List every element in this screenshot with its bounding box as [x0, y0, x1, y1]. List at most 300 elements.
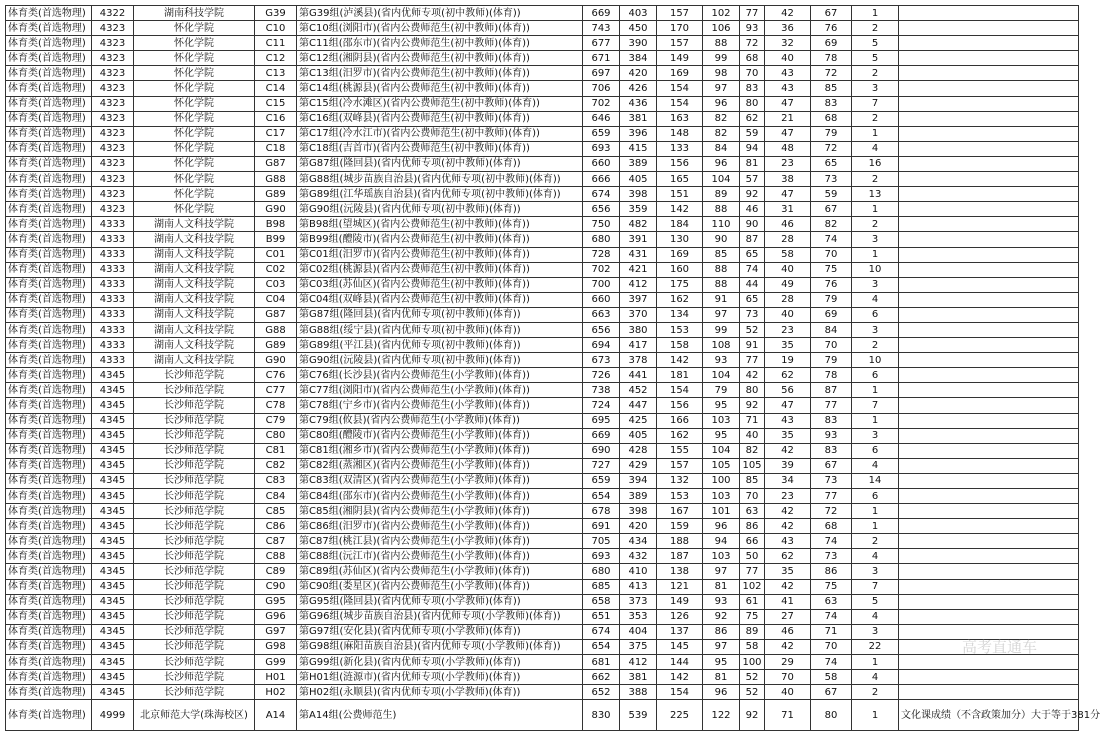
cell-code: 4345 [92, 458, 134, 473]
cell-score-b: 162 [657, 292, 703, 307]
cell-school-name: 长沙师范学院 [134, 685, 255, 700]
cell-score-a: 397 [620, 292, 657, 307]
cell-score-a: 381 [620, 670, 657, 685]
table-row [6, 368, 1079, 383]
cell-score-f: 78 [811, 51, 852, 66]
cell-score-d: 80 [740, 383, 765, 398]
cell-school-name: 怀化学院 [134, 172, 255, 187]
cell-score-total: 705 [583, 534, 620, 549]
cell-score-c: 88 [703, 277, 740, 292]
cell-score-e: 62 [765, 549, 811, 564]
cell-score-d: 90 [740, 217, 765, 232]
cell-score-a: 417 [620, 338, 657, 353]
cell-score-e: 31 [765, 202, 811, 217]
cell-score-c: 79 [703, 383, 740, 398]
table-row [6, 489, 1079, 504]
cell-score-total: 743 [583, 21, 620, 36]
cell-category: 体育类(首选物理) [6, 96, 92, 111]
cell-category: 体育类(首选物理) [6, 534, 92, 549]
cell-score-d: 66 [740, 534, 765, 549]
cell-group-code: A14 [255, 700, 297, 731]
cell-note [899, 21, 1079, 36]
cell-group-code: C82 [255, 458, 297, 473]
cell-score-b: 148 [657, 126, 703, 141]
cell-score-e: 43 [765, 534, 811, 549]
cell-score-total: 700 [583, 277, 620, 292]
cell-score-total: 727 [583, 458, 620, 473]
cell-group-code: C80 [255, 428, 297, 443]
cell-score-b: 145 [657, 639, 703, 654]
cell-plan-count: 10 [852, 262, 899, 277]
table-row [6, 564, 1079, 579]
cell-group-code: C11 [255, 36, 297, 51]
cell-note [899, 6, 1079, 21]
cell-note [899, 519, 1079, 534]
cell-score-total: 702 [583, 262, 620, 277]
cell-plan-count: 3 [852, 624, 899, 639]
cell-score-e: 62 [765, 368, 811, 383]
table-row [6, 624, 1079, 639]
cell-plan-count: 22 [852, 639, 899, 654]
cell-plan-count: 2 [852, 111, 899, 126]
cell-score-a: 388 [620, 685, 657, 700]
cell-score-a: 373 [620, 594, 657, 609]
cell-score-a: 412 [620, 655, 657, 670]
cell-score-e: 35 [765, 564, 811, 579]
cell-note [899, 534, 1079, 549]
cell-score-d: 73 [740, 307, 765, 322]
cell-score-f: 77 [811, 489, 852, 504]
cell-score-total: 738 [583, 383, 620, 398]
cell-code: 4323 [92, 96, 134, 111]
cell-score-b: 166 [657, 413, 703, 428]
cell-group-name: 第H02组(永顺县)(省内优师专项(小学教师)(体育)) [297, 685, 583, 700]
cell-score-b: 133 [657, 141, 703, 156]
cell-score-c: 85 [703, 247, 740, 262]
cell-score-f: 76 [811, 277, 852, 292]
cell-code: 4345 [92, 443, 134, 458]
cell-category: 体育类(首选物理) [6, 655, 92, 670]
cell-score-f: 83 [811, 443, 852, 458]
cell-category: 体育类(首选物理) [6, 564, 92, 579]
cell-score-f: 83 [811, 96, 852, 111]
cell-category: 体育类(首选物理) [6, 504, 92, 519]
cell-group-code: C01 [255, 247, 297, 262]
cell-score-b: 156 [657, 398, 703, 413]
cell-code: 4345 [92, 368, 134, 383]
cell-score-e: 43 [765, 413, 811, 428]
cell-note [899, 338, 1079, 353]
cell-note [899, 232, 1079, 247]
cell-school-name: 长沙师范学院 [134, 594, 255, 609]
cell-score-e: 29 [765, 655, 811, 670]
cell-code: 4323 [92, 187, 134, 202]
cell-score-b: 225 [657, 700, 703, 731]
cell-score-b: 142 [657, 353, 703, 368]
cell-score-b: 134 [657, 307, 703, 322]
cell-score-total: 677 [583, 36, 620, 51]
cell-score-total: 654 [583, 639, 620, 654]
cell-score-b: 162 [657, 428, 703, 443]
table-row [6, 700, 1079, 731]
cell-score-e: 56 [765, 383, 811, 398]
table-row [6, 247, 1079, 262]
cell-score-c: 88 [703, 262, 740, 277]
cell-score-f: 75 [811, 262, 852, 277]
cell-group-code: C76 [255, 368, 297, 383]
cell-score-d: 86 [740, 519, 765, 534]
cell-plan-count: 6 [852, 368, 899, 383]
table-row [6, 262, 1079, 277]
cell-score-a: 404 [620, 624, 657, 639]
cell-school-name: 长沙师范学院 [134, 670, 255, 685]
cell-group-name: 第C10组(浏阳市)(省内公费师范生(初中教师)(体育)) [297, 21, 583, 36]
cell-score-d: 82 [740, 443, 765, 458]
cell-group-name: 第C84组(邵东市)(省内公费师范生(小学教师)(体育)) [297, 489, 583, 504]
cell-score-total: 654 [583, 489, 620, 504]
cell-score-f: 67 [811, 6, 852, 21]
cell-code: 4345 [92, 489, 134, 504]
cell-code: 4345 [92, 398, 134, 413]
cell-score-f: 68 [811, 519, 852, 534]
cell-plan-count: 5 [852, 51, 899, 66]
cell-score-a: 390 [620, 36, 657, 51]
cell-code: 4345 [92, 504, 134, 519]
cell-score-b: 138 [657, 564, 703, 579]
cell-score-e: 40 [765, 307, 811, 322]
table-row [6, 141, 1079, 156]
table-row [6, 66, 1079, 81]
cell-category: 体育类(首选物理) [6, 36, 92, 51]
cell-score-c: 84 [703, 141, 740, 156]
cell-plan-count: 1 [852, 519, 899, 534]
table-row [6, 6, 1079, 21]
cell-score-c: 82 [703, 111, 740, 126]
cell-score-total: 830 [583, 700, 620, 731]
cell-score-e: 40 [765, 262, 811, 277]
cell-group-name: 第C77组(浏阳市)(省内公费师范生(小学教师)(体育)) [297, 383, 583, 398]
cell-category: 体育类(首选物理) [6, 202, 92, 217]
cell-score-c: 96 [703, 519, 740, 534]
cell-score-total: 690 [583, 443, 620, 458]
cell-school-name: 湖南人文科技学院 [134, 338, 255, 353]
cell-school-name: 怀化学院 [134, 126, 255, 141]
cell-score-e: 70 [765, 670, 811, 685]
cell-note [899, 639, 1079, 654]
cell-score-e: 47 [765, 398, 811, 413]
cell-plan-count: 2 [852, 685, 899, 700]
cell-score-f: 80 [811, 700, 852, 731]
cell-score-total: 750 [583, 217, 620, 232]
cell-score-total: 659 [583, 473, 620, 488]
cell-score-e: 40 [765, 685, 811, 700]
cell-school-name: 长沙师范学院 [134, 655, 255, 670]
cell-score-d: 58 [740, 639, 765, 654]
cell-score-total: 666 [583, 172, 620, 187]
cell-score-a: 391 [620, 232, 657, 247]
cell-score-total: 693 [583, 141, 620, 156]
cell-code: 4333 [92, 262, 134, 277]
cell-plan-count: 1 [852, 6, 899, 21]
cell-score-a: 370 [620, 307, 657, 322]
cell-plan-count: 4 [852, 292, 899, 307]
cell-score-b: 130 [657, 232, 703, 247]
cell-group-code: G97 [255, 624, 297, 639]
cell-school-name: 长沙师范学院 [134, 383, 255, 398]
cell-score-total: 663 [583, 307, 620, 322]
cell-note [899, 126, 1079, 141]
cell-school-name: 长沙师范学院 [134, 443, 255, 458]
cell-plan-count: 16 [852, 156, 899, 171]
table-row [6, 156, 1079, 171]
cell-group-code: G87 [255, 307, 297, 322]
cell-score-a: 431 [620, 247, 657, 262]
cell-category: 体育类(首选物理) [6, 413, 92, 428]
cell-school-name: 湖南科技学院 [134, 6, 255, 21]
cell-score-a: 412 [620, 277, 657, 292]
table-row [6, 473, 1079, 488]
cell-score-b: 157 [657, 6, 703, 21]
cell-code: 4345 [92, 670, 134, 685]
cell-note [899, 36, 1079, 51]
cell-category: 体育类(首选物理) [6, 700, 92, 731]
cell-score-b: 158 [657, 338, 703, 353]
cell-score-e: 40 [765, 51, 811, 66]
cell-score-e: 42 [765, 639, 811, 654]
cell-group-code: G90 [255, 353, 297, 368]
cell-group-name: 第G87组(隆回县)(省内优师专项(初中教师)(体育)) [297, 307, 583, 322]
cell-score-a: 398 [620, 187, 657, 202]
cell-score-a: 405 [620, 428, 657, 443]
cell-score-f: 77 [811, 398, 852, 413]
table-row [6, 534, 1079, 549]
cell-plan-count: 3 [852, 564, 899, 579]
cell-score-b: 154 [657, 81, 703, 96]
cell-score-c: 100 [703, 473, 740, 488]
cell-score-total: 656 [583, 322, 620, 337]
cell-score-d: 87 [740, 232, 765, 247]
table-row [6, 353, 1079, 368]
cell-school-name: 长沙师范学院 [134, 368, 255, 383]
cell-score-c: 102 [703, 6, 740, 21]
cell-score-a: 429 [620, 458, 657, 473]
cell-score-b: 149 [657, 594, 703, 609]
cell-group-name: 第A14组(公费师范生) [297, 700, 583, 731]
cell-score-c: 92 [703, 609, 740, 624]
cell-category: 体育类(首选物理) [6, 428, 92, 443]
cell-school-name: 怀化学院 [134, 187, 255, 202]
cell-score-a: 441 [620, 368, 657, 383]
cell-score-e: 42 [765, 6, 811, 21]
cell-group-code: B99 [255, 232, 297, 247]
cell-score-total: 702 [583, 96, 620, 111]
cell-group-code: C18 [255, 141, 297, 156]
cell-score-f: 67 [811, 458, 852, 473]
cell-group-name: 第C14组(桃源县)(省内公费师范生(初中教师)(体育)) [297, 81, 583, 96]
cell-score-a: 425 [620, 413, 657, 428]
cell-score-a: 436 [620, 96, 657, 111]
cell-note [899, 398, 1079, 413]
cell-group-name: 第G98组(麻阳苗族自治县)(省内优师专项(小学教师)(体育)) [297, 639, 583, 654]
cell-code: 4345 [92, 564, 134, 579]
cell-score-b: 175 [657, 277, 703, 292]
cell-school-name: 长沙师范学院 [134, 519, 255, 534]
cell-score-c: 96 [703, 685, 740, 700]
cell-school-name: 怀化学院 [134, 36, 255, 51]
cell-score-b: 154 [657, 96, 703, 111]
table-row [6, 202, 1079, 217]
cell-score-b: 126 [657, 609, 703, 624]
cell-score-a: 415 [620, 141, 657, 156]
table-row [6, 428, 1079, 443]
cell-score-c: 104 [703, 443, 740, 458]
table-row [6, 322, 1079, 337]
cell-score-d: 92 [740, 187, 765, 202]
cell-group-name: 第C83组(双清区)(省内公费师范生(小学教师)(体育)) [297, 473, 583, 488]
cell-plan-count: 2 [852, 172, 899, 187]
cell-score-total: 651 [583, 609, 620, 624]
cell-score-c: 93 [703, 594, 740, 609]
cell-group-name: 第C03组(苏仙区)(省内公费师范生(初中教师)(体育)) [297, 277, 583, 292]
table-row [6, 458, 1079, 473]
cell-code: 4345 [92, 549, 134, 564]
cell-group-name: 第C78组(宁乡市)(省内公费师范生(小学教师)(体育)) [297, 398, 583, 413]
table-row [6, 549, 1079, 564]
cell-score-d: 77 [740, 6, 765, 21]
cell-code: 4345 [92, 428, 134, 443]
cell-category: 体育类(首选物理) [6, 685, 92, 700]
cell-score-e: 19 [765, 353, 811, 368]
table-row [6, 670, 1079, 685]
cell-score-total: 673 [583, 353, 620, 368]
cell-score-a: 450 [620, 21, 657, 36]
cell-score-d: 40 [740, 428, 765, 443]
cell-score-total: 660 [583, 292, 620, 307]
cell-score-c: 86 [703, 624, 740, 639]
cell-code: 4345 [92, 685, 134, 700]
cell-note [899, 172, 1079, 187]
cell-note [899, 202, 1079, 217]
table-row [6, 443, 1079, 458]
cell-score-f: 67 [811, 685, 852, 700]
cell-plan-count: 4 [852, 670, 899, 685]
cell-category: 体育类(首选物理) [6, 368, 92, 383]
cell-score-b: 149 [657, 51, 703, 66]
cell-score-a: 389 [620, 156, 657, 171]
cell-note [899, 353, 1079, 368]
cell-score-e: 23 [765, 322, 811, 337]
cell-plan-count: 7 [852, 579, 899, 594]
cell-score-e: 28 [765, 292, 811, 307]
cell-note [899, 594, 1079, 609]
cell-school-name: 长沙师范学院 [134, 458, 255, 473]
cell-score-b: 169 [657, 247, 703, 262]
cell-score-c: 91 [703, 292, 740, 307]
cell-score-d: 61 [740, 594, 765, 609]
cell-score-c: 81 [703, 670, 740, 685]
cell-score-d: 92 [740, 700, 765, 731]
cell-school-name: 长沙师范学院 [134, 489, 255, 504]
cell-group-name: 第G88组(绥宁县)(省内优师专项(初中教师)(体育)) [297, 322, 583, 337]
cell-school-name: 湖南人文科技学院 [134, 262, 255, 277]
cell-score-d: 57 [740, 172, 765, 187]
cell-code: 4333 [92, 307, 134, 322]
cell-code: 4333 [92, 322, 134, 337]
cell-school-name: 怀化学院 [134, 66, 255, 81]
cell-group-code: H02 [255, 685, 297, 700]
cell-group-code: C88 [255, 549, 297, 564]
cell-category: 体育类(首选物理) [6, 292, 92, 307]
table-row [6, 655, 1079, 670]
cell-plan-count: 2 [852, 338, 899, 353]
cell-code: 4333 [92, 232, 134, 247]
cell-group-name: 第G90组(沅陵县)(省内优师专项(初中教师)(体育)) [297, 353, 583, 368]
cell-group-code: C79 [255, 413, 297, 428]
cell-score-c: 93 [703, 353, 740, 368]
cell-group-code: G89 [255, 187, 297, 202]
cell-score-d: 42 [740, 368, 765, 383]
cell-score-c: 104 [703, 172, 740, 187]
cell-score-total: 660 [583, 156, 620, 171]
cell-plan-count: 7 [852, 96, 899, 111]
cell-score-d: 62 [740, 111, 765, 126]
cell-score-a: 420 [620, 519, 657, 534]
cell-group-name: 第C85组(湘阴县)(省内公费师范生(小学教师)(体育)) [297, 504, 583, 519]
cell-school-name: 长沙师范学院 [134, 398, 255, 413]
table-row [6, 292, 1079, 307]
cell-plan-count: 1 [852, 126, 899, 141]
cell-score-c: 110 [703, 217, 740, 232]
cell-category: 体育类(首选物理) [6, 6, 92, 21]
cell-score-c: 97 [703, 81, 740, 96]
cell-score-f: 84 [811, 322, 852, 337]
cell-plan-count: 1 [852, 504, 899, 519]
cell-school-name: 怀化学院 [134, 141, 255, 156]
cell-score-b: 184 [657, 217, 703, 232]
cell-note [899, 564, 1079, 579]
cell-score-f: 72 [811, 66, 852, 81]
cell-score-d: 74 [740, 262, 765, 277]
cell-group-code: G89 [255, 338, 297, 353]
cell-school-name: 湖南人文科技学院 [134, 217, 255, 232]
cell-group-code: G96 [255, 609, 297, 624]
table-row [6, 594, 1079, 609]
cell-plan-count: 1 [852, 655, 899, 670]
cell-score-f: 85 [811, 81, 852, 96]
cell-score-e: 49 [765, 277, 811, 292]
cell-score-e: 41 [765, 594, 811, 609]
cell-note [899, 141, 1079, 156]
cell-group-name: 第C04组(双峰县)(省内公费师范生(初中教师)(体育)) [297, 292, 583, 307]
cell-code: 4323 [92, 172, 134, 187]
cell-score-f: 79 [811, 126, 852, 141]
cell-code: 4323 [92, 36, 134, 51]
cell-school-name: 湖南人文科技学院 [134, 292, 255, 307]
cell-code: 4345 [92, 579, 134, 594]
cell-score-f: 68 [811, 111, 852, 126]
cell-note [899, 504, 1079, 519]
cell-score-c: 97 [703, 564, 740, 579]
cell-score-total: 728 [583, 247, 620, 262]
cell-group-code: C86 [255, 519, 297, 534]
cell-score-total: 681 [583, 655, 620, 670]
cell-group-code: C81 [255, 443, 297, 458]
cell-group-code: C83 [255, 473, 297, 488]
cell-score-e: 46 [765, 624, 811, 639]
cell-score-a: 482 [620, 217, 657, 232]
cell-note [899, 473, 1079, 488]
cell-note [899, 383, 1079, 398]
